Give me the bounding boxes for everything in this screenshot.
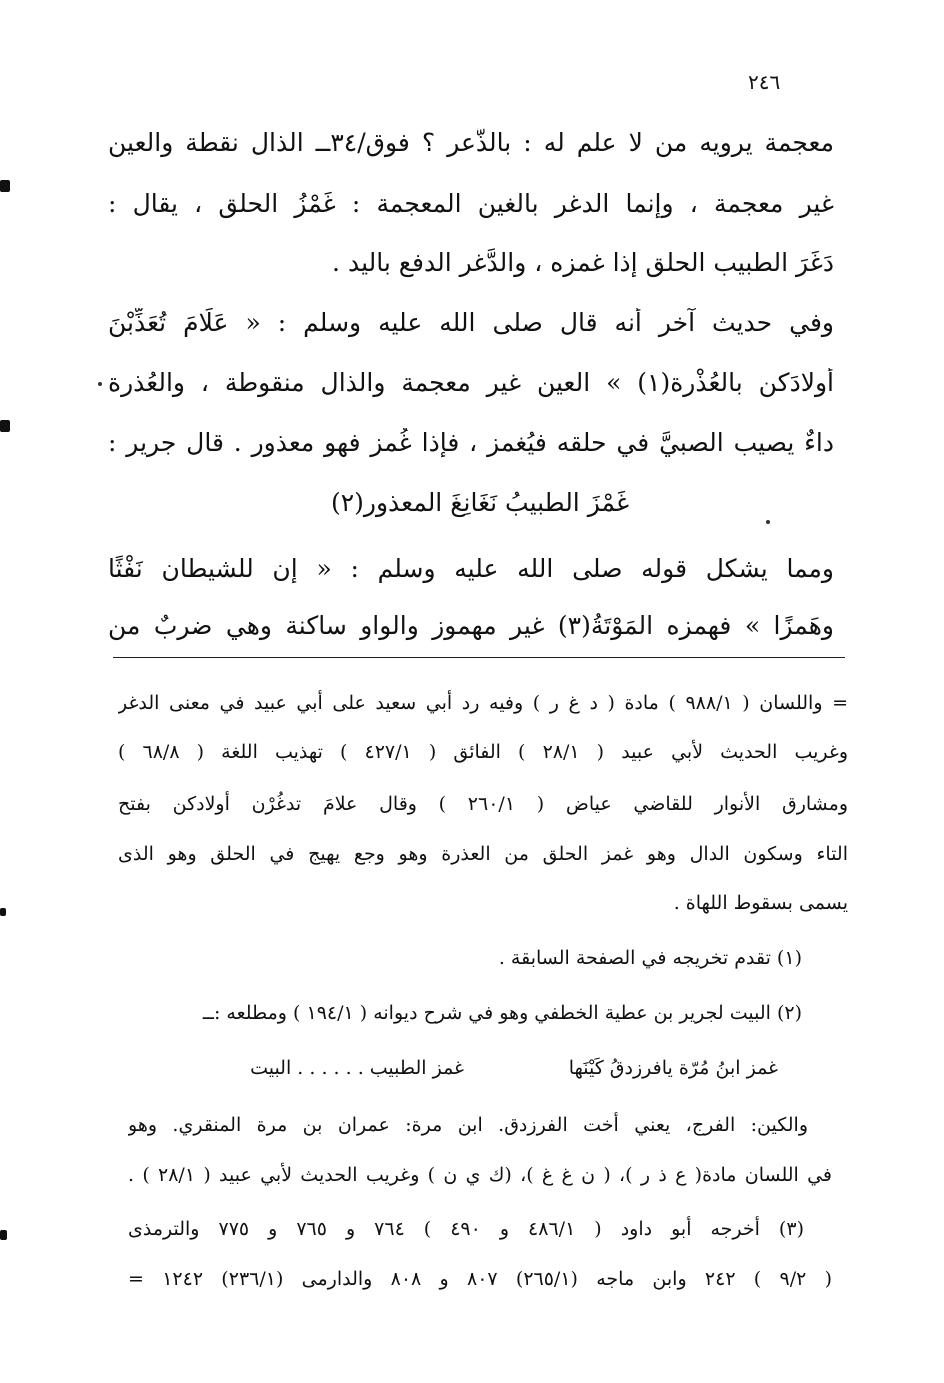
scan-dot xyxy=(98,382,102,386)
main-text-line: وفي حديث آخر أنه قال صلى الله عليه وسلم : « عَلَامَ تُعَذِّبْنَ xyxy=(108,308,834,337)
footnote-3: (٣) أخرجه أبو داود ( ٤٨٦/١ و ٤٩٠ ) ٧٦٤ و ٧٦٥ و ٧٧٥ والترمذى xyxy=(128,1218,804,1240)
footnote-line: ومشارق الأنوار للقاضي عياض ( ٢٦٠/١ ) وقال علامَ تدغُرْن أولادكن بفتح xyxy=(118,793,848,815)
scan-mark xyxy=(0,1230,7,1240)
footnote-line: في اللسان مادة( ع ذ ر )، ( ن غ غ )، (ك ي ن ) وغريب الحديث لأبي عبيد ( ٢٨/١ ) . xyxy=(128,1164,832,1186)
main-text-line: معجمة يرويه من لا علم له : بالذُّعر ؟ فوق/٣٤ــ الذال نقطة والعين xyxy=(108,128,834,157)
main-text-line: ومما يشكل قوله صلى الله عليه وسلم : « إن للشيطان نَفْثًا xyxy=(108,554,834,583)
footnote-line: يسمى بسقوط اللهاة . xyxy=(673,892,848,914)
main-text-line: غير معجمة ، وإنما الدغر بالغين المعجمة : غَمْزُ الحلق ، يقال : xyxy=(108,189,834,218)
poem-second-hemistich: غمز الطبيب . . . . . . البيت xyxy=(250,1057,464,1079)
footnote-separator xyxy=(113,657,845,658)
scan-mark xyxy=(0,420,10,432)
poem-first-hemistich: غمز ابنُ مُرّة يافرزدقُ كَيْنَها xyxy=(568,1057,778,1079)
footnote-line: ( ٩/٢ ) ٢٤٢ وابن ماجه (٢٦٥/١) ٨٠٧ و ٨٠٨ والدارمى (٢٣٦/١) ١٢٤٢ = xyxy=(128,1268,832,1290)
footnote-line: والكين: الفرج، يعني أُخت الفرزدق. ابن مرة: عمران بن مرة المنقري. وهو xyxy=(128,1114,808,1136)
footnote-1: (١) تقدم تخريجه في الصفحة السابقة . xyxy=(498,947,802,969)
footnote-line: التاء وسكون الدال وهو غمز الحلق من العذرة وهو وجع يهيج في الحلق وهو الذى xyxy=(118,843,848,865)
footnote-line: وغريب الحديث لأبي عبيد ( ٢٨/١ ) الفائق ( ٤٢٧/١ ) تهذيب اللغة ( ٦٨/٨ ) xyxy=(118,741,848,763)
footnote-line: = واللسان ( ٩٨٨/١ ) مادة ( د غ ر ) وفيه رد أبي سعيد على أبي عبيد في معنى الدغر xyxy=(118,692,848,714)
main-text-line: دَغَرَ الطبيب الحلق إذا غمزه ، والدَّغر الدفع باليد . xyxy=(332,248,834,277)
poem-verse-line: غَمْزَ الطبيبُ نَغَانِغَ المعذور(٢) xyxy=(330,488,630,517)
main-text-line: وهَمزًا » فهمزه المَوْتَةُ(٣) غير مهموز والواو ساكنة وهي ضربٌ من xyxy=(108,611,834,640)
main-text-line: داءٌ يصيب الصبيَّ في حلقه فيُغمز ، فإذا غُمز فهو معذور . قال جرير : xyxy=(108,428,834,457)
scan-mark xyxy=(0,908,6,916)
scan-dot xyxy=(766,520,770,524)
main-text-line: أَولادَكن بالعُذْرة(١) » العين غير معجمة والذال منقوطة ، والعُذرة xyxy=(108,368,834,397)
footnote-2: (٢) البيت لجرير بن عطية الخطفي وهو في شرح ديوانه ( ١٩٤/١ ) ومطلعه :ــ xyxy=(202,1002,802,1024)
scan-mark xyxy=(0,180,10,192)
page-number: ٢٤٦ xyxy=(748,70,781,94)
